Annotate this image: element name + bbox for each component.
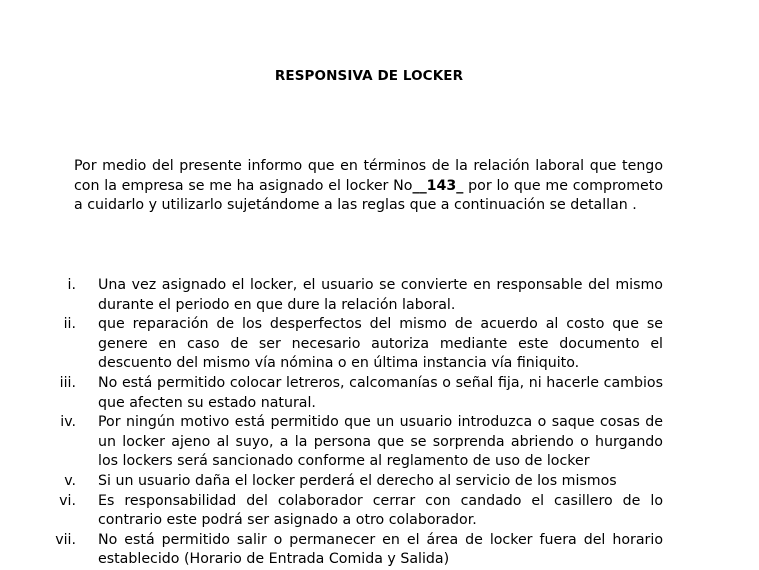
rule-item <box>0 531 759 570</box>
rule-number: iii. <box>59 374 76 391</box>
rule-item <box>0 492 759 531</box>
rule-text: Es responsabilidad del colaborador cerrar con candado el casillero de lo contrario este podrá ser asignado a otro colaborador. <box>98 492 663 529</box>
rule-number: vi. <box>59 492 76 509</box>
document-title: RESPONSIVA DE LOCKER <box>274 68 464 84</box>
rule-item <box>0 413 759 472</box>
rule-number: vii. <box>55 531 76 548</box>
locker-number: __143_ <box>412 177 464 194</box>
rule-number: i. <box>67 277 76 293</box>
rule-text: Una vez asignado el locker, el usuario se convierte en responsable del mismo durante el periodo en que dure la relación laboral. <box>98 277 663 313</box>
intro-text-end: por lo que me comprometo a cuidarlo y utilizarlo sujetándome a las reglas que a continuación se detallan . <box>74 177 664 214</box>
rule-item <box>0 472 759 492</box>
rule-text: Por ningún motivo está permitido que un usuario introduzca o saque cosas de un locker ajeno al suyo, a la persona que se sorprenda abriendo o hurgando los lockers será sancionado conforme al reglamento de uso de locker <box>98 414 663 470</box>
rule-number: v. <box>64 472 76 489</box>
rule-item <box>0 315 759 374</box>
rule-item <box>0 276 759 315</box>
rule-text: Si un usuario daña el locker perderá el derecho al servicio de los mismos <box>98 472 617 489</box>
rule-text: que reparación de los desperfectos del mismo de acuerdo al costo que se genere en caso de ser necesario autoriza mediante este documento el descuento del mismo vía nómina o en última instancia vía finiquito. <box>98 316 663 372</box>
intro-paragraph <box>74 157 663 216</box>
rule-number: iv. <box>60 414 76 431</box>
intro-text-start: Por medio del presente informo que en términos de la relación laboral que tengo con la empresa se me ha asignado el locker No <box>74 158 663 194</box>
rule-item <box>0 374 759 413</box>
rule-text: No está permitido colocar letreros, calcomanías o señal fija, ni hacerle cambios que afecten su estado natural. <box>98 374 663 411</box>
rules-list <box>0 276 759 570</box>
rule-number: ii. <box>63 316 76 333</box>
rule-text: No está permitido salir o permanecer en el área de locker fuera del horario establecido (Horario de Entrada Comida y Salida) <box>98 531 663 568</box>
